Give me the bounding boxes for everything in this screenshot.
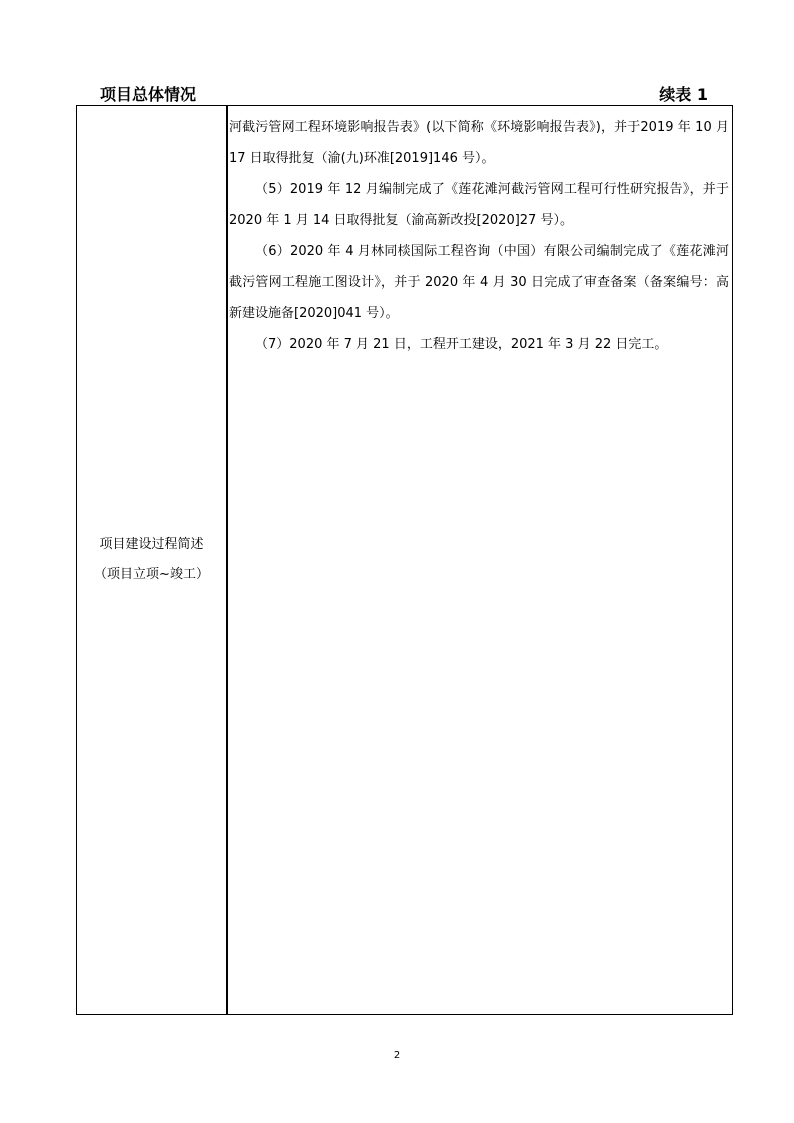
column-divider bbox=[226, 106, 228, 1014]
section-header bbox=[100, 82, 708, 106]
paragraph-6: （6）2020 年 4 月林同棪国际工程咨询（中国）有限公司编制完成了《莲花滩河截污管网工程施工图设计》，并于 2020 年 4 月 30 日完成了审查备案（备案编号：高新建设施备[2020]041 号）。 bbox=[229, 244, 729, 321]
row-content-cell bbox=[229, 112, 729, 360]
project-overview-table bbox=[76, 105, 733, 1015]
paragraph-5: （5）2019 年 12 月编制完成了《莲花滩河截污管网工程可行性研究报告》，并于 2020 年 1 月 14 日取得批复（渝高新改投[2020]27 号）。 bbox=[229, 182, 729, 228]
page-number: 2 bbox=[393, 1050, 401, 1061]
row-label-line1: 项目建设过程简述 bbox=[99, 537, 204, 552]
section-title: 项目总体情况 bbox=[100, 85, 197, 104]
row-label-cell bbox=[77, 106, 226, 1014]
row-label-line2: （项目立项~竣工） bbox=[94, 567, 209, 582]
paragraph-continued: 河截污管网工程环境影响报告表》(以下简称《环境影响报告表》)，并于2019 年 10 月 17 日取得批复（渝(九)环准[2019]146 号）。 bbox=[229, 120, 729, 166]
continued-table-label: 续表 1 bbox=[659, 85, 708, 104]
paragraph-7: （7）2020 年 7 月 21 日，工程开工建设，2021 年 3 月 22 日完工。 bbox=[255, 337, 668, 352]
